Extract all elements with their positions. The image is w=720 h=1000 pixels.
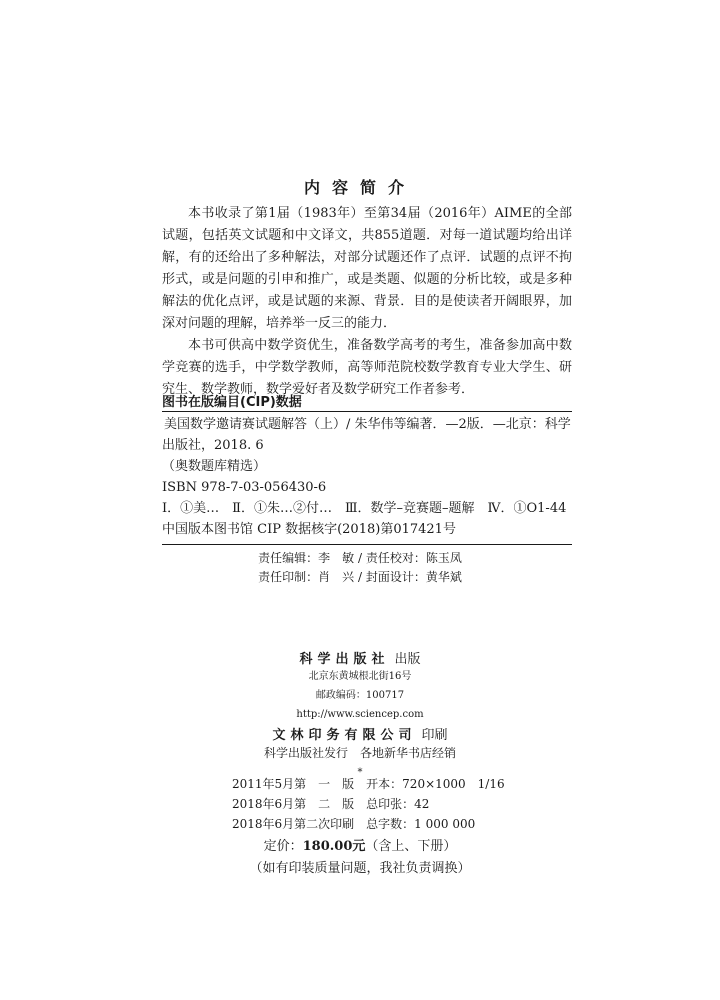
staff-credits bbox=[0, 549, 720, 587]
cip-top-rule bbox=[162, 411, 572, 412]
summary-title: 内容简介 bbox=[303, 178, 416, 197]
printer-line bbox=[0, 724, 720, 743]
cip-bottom-rule bbox=[162, 544, 572, 545]
price-note-1: （含上、下册） bbox=[365, 839, 457, 854]
specs-line-3: 2018年6月第二次印刷 总字数：1 000 000 bbox=[232, 817, 476, 831]
summary-section bbox=[162, 203, 572, 401]
publisher-line bbox=[0, 648, 720, 667]
price-value: 180.00元 bbox=[302, 839, 366, 854]
specs-line-1: 2011年5月第 一 版 开本：720×1000 1/16 bbox=[232, 777, 505, 791]
cip-entry-line-2: 出版社，2018. 6 bbox=[162, 438, 264, 453]
price-line bbox=[0, 836, 720, 858]
distribution-line: 科学出版社发行 各地新华书店经销 bbox=[263, 746, 456, 760]
separator-star: * bbox=[357, 767, 363, 778]
edition-specs bbox=[232, 774, 532, 834]
cip-isbn: ISBN 978-7-03-056430-6 bbox=[162, 480, 327, 495]
publisher-name: 科学出版社 bbox=[299, 652, 390, 667]
cip-verification: 中国版本图书馆 CIP 数据核字(2018)第017421号 bbox=[162, 522, 456, 537]
publisher-address: 北京东黄城根北街16号 bbox=[308, 671, 412, 682]
publisher-suffix: 出版 bbox=[394, 652, 421, 667]
cip-classification: Ⅰ．①美… Ⅱ．①朱…②付… Ⅲ．数学–竞赛题–题解 Ⅳ．①O1-44 bbox=[162, 501, 567, 516]
summary-paragraph-2: 本书可供高中数学资优生，准备数学高考的考生，准备参加高中数学竞赛的选手，中学数学教师，高等师范院校数学教育专业大学生、研究生、数学教师，数学爱好者及数学研究工作者参考． bbox=[162, 338, 572, 397]
price-note-2: （如有印装质量问题，我社负责调换） bbox=[249, 861, 471, 876]
printer-suffix: 印刷 bbox=[421, 728, 448, 743]
credits-line-2: 责任印制：肖 兴 / 封面设计：黄华斌 bbox=[258, 570, 462, 584]
cip-heading: 图书在版编目(CIP)数据 bbox=[162, 395, 302, 410]
cip-series: （奥数题库精选） bbox=[162, 459, 267, 474]
credits-line-1: 责任编辑：李 敏 / 责任校对：陈玉凤 bbox=[258, 551, 462, 565]
price-label: 定价： bbox=[263, 839, 303, 854]
cip-entry-line-1: 美国数学邀请赛试题解答（上）/ 朱华伟等编著．—2版．—北京：科学 bbox=[164, 417, 571, 432]
price-block bbox=[0, 836, 720, 880]
imprint-block bbox=[0, 648, 720, 782]
specs-line-2: 2018年6月第 二 版 总印张：42 bbox=[232, 797, 430, 811]
publisher-url: http://www.sciencep.com bbox=[296, 709, 424, 720]
postcode: 邮政编码：100717 bbox=[315, 690, 405, 701]
cip-block bbox=[162, 414, 572, 540]
summary-paragraph-1: 本书收录了第1届（1983年）至第34届（2016年）AIME的全部试题，包括英文试题和中文译文，共855道题．对每一道试题均给出详解，有的还给出了多种解法，对部分试题还作了点评．试题的点评不拘形式，或是问题的引申和推广，或是类题、似题的分析比较，或是多种解法的优化点评，或是试题的来源、背景．目的是使读者开阔眼界，加深对问题的理解，培养举一反三的能力． bbox=[162, 206, 572, 331]
printer-name: 文林印务有限公司 bbox=[272, 728, 417, 743]
